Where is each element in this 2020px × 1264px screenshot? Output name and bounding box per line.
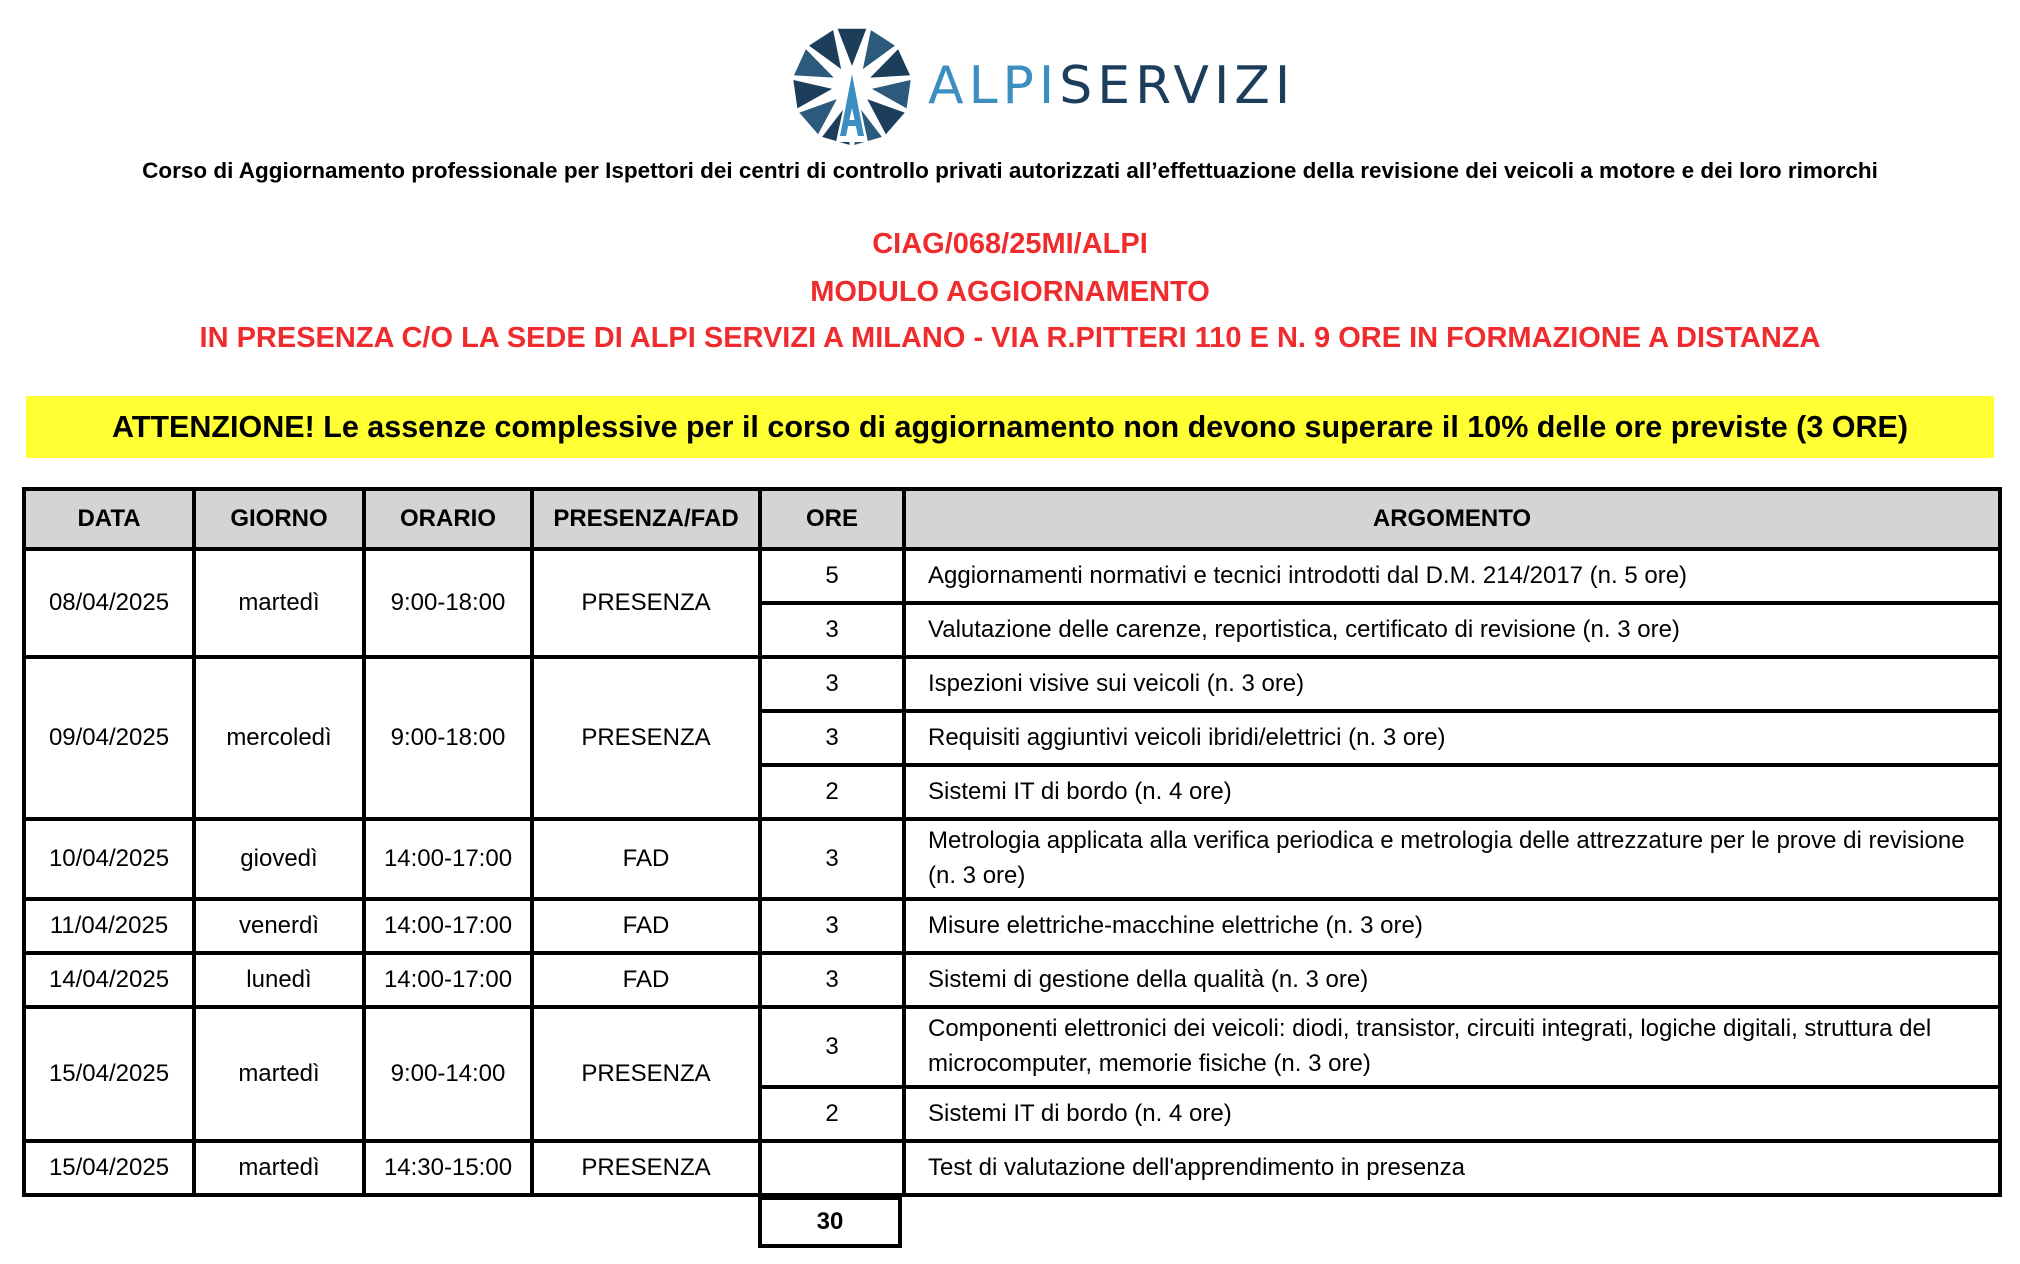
module-title: MODULO AGGIORNAMENTO	[810, 276, 1210, 308]
cell-giorno: martedì	[194, 549, 364, 657]
header-orario: ORARIO	[364, 489, 532, 549]
cell-argomento: Sistemi di gestione della qualità (n. 3 ore)	[904, 953, 2000, 1007]
cell-presenza: PRESENZA	[532, 549, 760, 657]
table-row	[24, 549, 2000, 603]
cell-orario: 14:00-17:00	[364, 899, 532, 953]
cell-orario: 9:00-18:00	[364, 657, 532, 819]
cell-argomento: Aggiornamenti normativi e tecnici introdotti dal D.M. 214/2017 (n. 5 ore)	[904, 549, 2000, 603]
cell-data: 08/04/2025	[24, 549, 194, 657]
course-subtitle: Corso di Aggiornamento professionale per Ispettori dei centri di controllo privati autorizzati all’effettuazione della revisione dei veicoli a motore e dei loro rimorchi	[142, 158, 1878, 183]
cell-argomento: Metrologia applicata alla verifica periodica e metrologia delle attrezzature per le prove di revisione (n. 3 ore)	[904, 819, 2000, 899]
cell-giorno: martedì	[194, 1007, 364, 1141]
cell-orario: 14:00-17:00	[364, 953, 532, 1007]
cell-data: 10/04/2025	[24, 819, 194, 899]
cell-data: 15/04/2025	[24, 1007, 194, 1141]
cell-argomento: Ispezioni visive sui veicoli (n. 3 ore)	[904, 657, 2000, 711]
header-argomento: ARGOMENTO	[904, 489, 2000, 549]
location-title: IN PRESENZA C/O LA SEDE DI ALPI SERVIZI A MILANO - VIA R.PITTERI 110 E N. 9 ORE IN FORMAZIONE A DISTANZA	[199, 322, 1821, 354]
absence-warning-banner: ATTENZIONE! Le assenze complessive per il corso di aggiornamento non devono superare il 10% delle ore previste (3 ORE)	[26, 396, 1994, 458]
cell-argomento: Componenti elettronici dei veicoli: diodi, transistor, circuiti integrati, logiche digitali, struttura del microcomputer, memorie fisiche (n. 3 ore)	[904, 1007, 2000, 1087]
cell-argomento: Test di valutazione dell'apprendimento in presenza	[904, 1141, 2000, 1195]
cell-presenza: PRESENZA	[532, 657, 760, 819]
cell-ore: 5	[760, 549, 904, 603]
cell-argomento: Sistemi IT di bordo (n. 4 ore)	[904, 1087, 2000, 1141]
header-giorno: GIORNO	[194, 489, 364, 549]
table-row	[24, 1141, 2000, 1195]
cell-argomento: Sistemi IT di bordo (n. 4 ore)	[904, 765, 2000, 819]
cell-presenza: FAD	[532, 953, 760, 1007]
cell-ore: 3	[760, 711, 904, 765]
cell-ore: 3	[760, 899, 904, 953]
cell-presenza: PRESENZA	[532, 1007, 760, 1141]
cell-presenza: FAD	[532, 819, 760, 899]
table-row	[24, 1007, 2000, 1087]
cell-ore: 2	[760, 1087, 904, 1141]
header-data: DATA	[24, 489, 194, 549]
cell-data: 11/04/2025	[24, 899, 194, 953]
cell-ore: 3	[760, 819, 904, 899]
cell-data: 15/04/2025	[24, 1141, 194, 1195]
alpi-sunburst-logo-icon	[790, 24, 914, 148]
cell-orario: 9:00-18:00	[364, 549, 532, 657]
cell-ore: 3	[760, 1007, 904, 1087]
table-row	[24, 819, 2000, 899]
cell-giorno: martedì	[194, 1141, 364, 1195]
table-row	[24, 953, 2000, 1007]
cell-orario: 14:00-17:00	[364, 819, 532, 899]
cell-orario: 14:30-15:00	[364, 1141, 532, 1195]
cell-presenza: PRESENZA	[532, 1141, 760, 1195]
cell-argomento: Requisiti aggiuntivi veicoli ibridi/elettrici (n. 3 ore)	[904, 711, 2000, 765]
header-ore: ORE	[760, 489, 904, 549]
course-code: CIAG/068/25MI/ALPI	[872, 228, 1148, 260]
cell-argomento: Misure elettriche-macchine elettriche (n. 3 ore)	[904, 899, 2000, 953]
cell-giorno: giovedì	[194, 819, 364, 899]
schedule-table	[22, 487, 2002, 1197]
cell-presenza: FAD	[532, 899, 760, 953]
cell-argomento: Valutazione delle carenze, reportistica, certificato di revisione (n. 3 ore)	[904, 603, 2000, 657]
cell-giorno: mercoledì	[194, 657, 364, 819]
cell-giorno: lunedì	[194, 953, 364, 1007]
total-hours: 30	[758, 1196, 902, 1248]
table-header-row	[24, 489, 2000, 549]
cell-ore: 2	[760, 765, 904, 819]
cell-ore: 3	[760, 657, 904, 711]
cell-ore: 3	[760, 603, 904, 657]
cell-data: 14/04/2025	[24, 953, 194, 1007]
table-row	[24, 899, 2000, 953]
cell-orario: 9:00-14:00	[364, 1007, 532, 1141]
table-row	[24, 657, 2000, 711]
header-presenza: PRESENZA/FAD	[532, 489, 760, 549]
cell-giorno: venerdì	[194, 899, 364, 953]
cell-data: 09/04/2025	[24, 657, 194, 819]
company-logo	[790, 24, 1295, 148]
cell-ore	[760, 1141, 904, 1195]
logo-wordmark: ALPISERVIZI	[928, 56, 1296, 116]
cell-ore: 3	[760, 953, 904, 1007]
